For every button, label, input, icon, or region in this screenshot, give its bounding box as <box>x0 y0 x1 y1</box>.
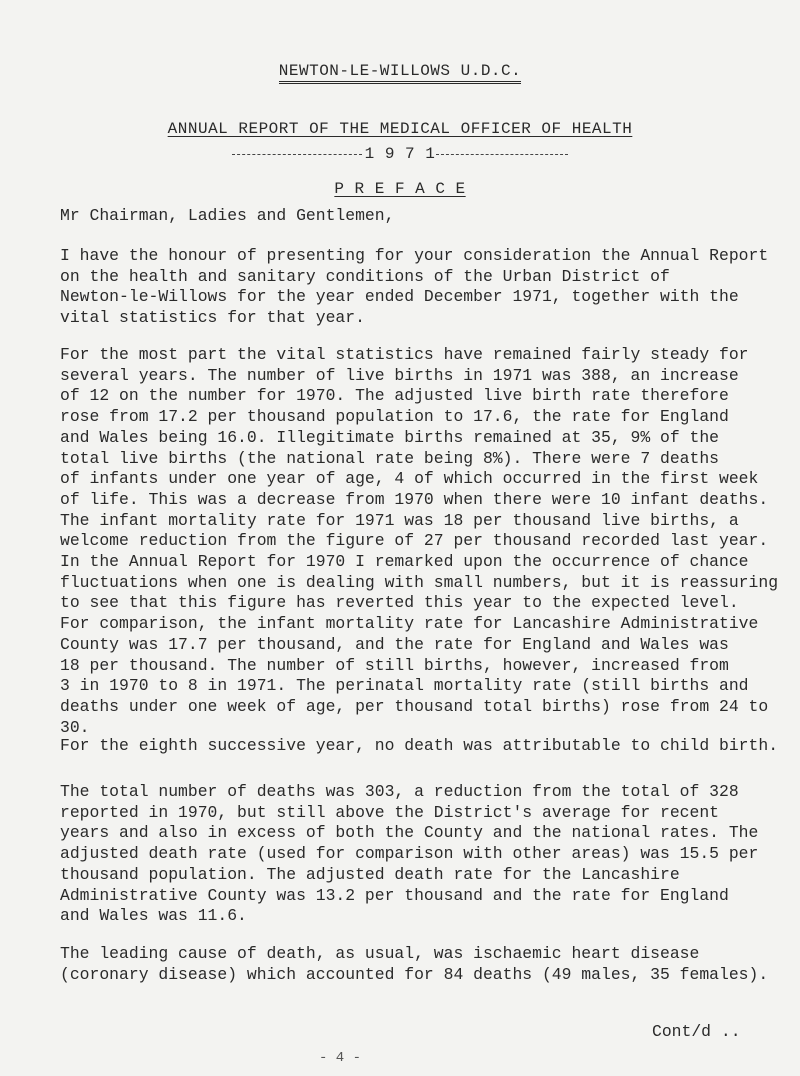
paragraph-intro: I have the honour of presenting for your consideration the Annual Report on the health and sanitary conditions of the Urban District of Newton-le-Willows for the year ended December 1971, together with the vital statistics for that year. <box>60 246 769 328</box>
dash-rule-right <box>436 154 568 155</box>
paragraph-deaths: The total number of deaths was 303, a reduction from the total of 328 reported in 1970, but still above the District's average for recent years and also in excess of both the County and the national rates. The adjusted death rate (used for comparison with other areas) was 15.5 per thousand population. The adjusted death rate for the Lancashire Administrative County was 13.2 per thousand and the rate for England and Wales was 11.6. <box>60 782 759 926</box>
salutation: Mr Chairman, Ladies and Gentlemen, <box>60 206 395 225</box>
report-year <box>0 145 800 163</box>
paragraph-cause-of-death: The leading cause of death, as usual, was ischaemic heart disease (coronary disease) which accounted for 84 deaths (49 males, 35 females). <box>60 944 769 984</box>
org-name: NEWTON-LE-WILLOWS U.D.C. <box>279 62 521 84</box>
year-text: 1 9 7 1 <box>364 145 436 163</box>
org-heading <box>0 62 800 80</box>
paragraph-maternal-deaths: For the eighth successive year, no death was attributable to child birth. <box>60 736 779 755</box>
section-heading <box>0 180 800 198</box>
continued-note: Cont/d .. <box>652 1022 741 1041</box>
page-number: - 4 - <box>318 1050 361 1066</box>
report-title-text: ANNUAL REPORT OF THE MEDICAL OFFICER OF HEALTH <box>167 120 633 138</box>
paragraph-vital-statistics: For the most part the vital statistics have remained fairly steady for several years. The number of live births in 1971 was 388, an increase of 12 on the number for 1970. The adjusted live birth rate therefore rose from 17.2 per thousand population to 17.6, the rate for England and Wales being 16.0. Illegitimate births remained at 35, 9% of the total live births (the national rate being 8%). There were 7 deaths of infants under one year of age, 4 of which occurred in the first week of life. This was a decrease from 1970 when there were 10 infant deaths. The infant mortality rate for 1971 was 18 per thousand live births, a welcome reduction from the figure of 27 per thousand recorded last year. In the Annual Report for 1970 I remarked upon the occurrence of chance fluctuations when one is dealing with small numbers, but it is reassuring to see that this figure has reverted this year to the expected level. For comparison, the infant mortality rate for Lancashire Administrative County was 17.7 per thousand, and the rate for England and Wales was 18 per thousand. The number of still births, however, increased from 3 in 1970 to 8 in 1971. The perinatal mortality rate (still births and deaths under one week of age, per thousand total births) rose from 24 to 30. <box>60 345 779 737</box>
section-title: P R E F A C E <box>334 180 466 198</box>
report-title <box>0 120 800 138</box>
